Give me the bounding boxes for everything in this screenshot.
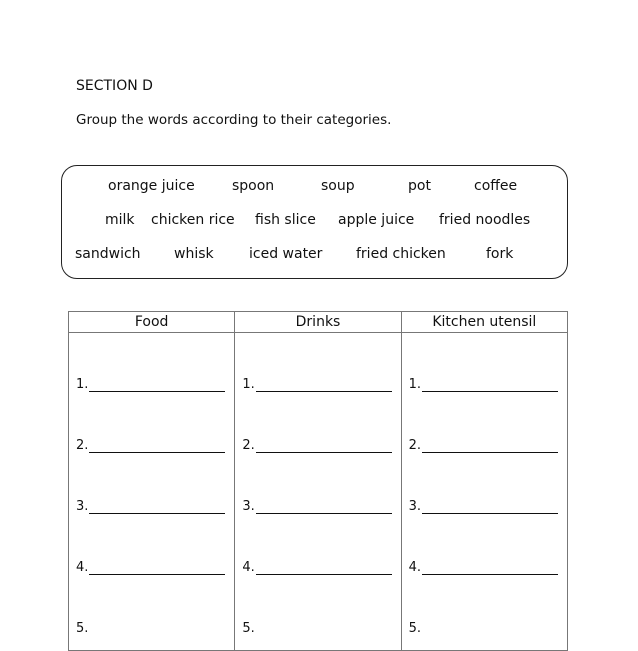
blank-line	[422, 442, 558, 453]
utensil-blank-1[interactable]	[409, 377, 558, 392]
food-blank-1[interactable]	[76, 377, 225, 392]
drinks-blank-2[interactable]	[242, 438, 391, 453]
blank-number: 4.	[408, 560, 422, 575]
utensil-blank-3[interactable]	[409, 499, 558, 514]
blank-line	[256, 564, 392, 575]
blank-number: 1.	[408, 377, 422, 392]
instruction-text: Group the words according to their categories.	[76, 112, 392, 128]
blank-line	[89, 442, 225, 453]
blank-number: 5.	[408, 621, 422, 636]
blank-line	[89, 381, 225, 392]
blank-number: 2.	[408, 438, 422, 453]
blank-line	[256, 442, 392, 453]
drinks-blank-3[interactable]	[242, 499, 391, 514]
food-blank-2[interactable]	[76, 438, 225, 453]
word-fish-slice: fish slice	[255, 212, 316, 228]
word-soup: soup	[321, 178, 355, 194]
drinks-blank-1[interactable]	[242, 377, 391, 392]
blank-number: 2.	[242, 438, 255, 453]
word-fried-noodles: fried noodles	[439, 212, 531, 228]
header-drinks: Drinks	[235, 312, 401, 333]
word-orange-juice: orange juice	[108, 178, 195, 194]
blank-number: 1.	[76, 377, 89, 392]
word-milk: milk	[105, 212, 135, 228]
blank-line	[422, 503, 558, 514]
blank-line	[89, 564, 225, 575]
blank-number: 3.	[242, 499, 255, 514]
header-food: Food	[69, 312, 235, 333]
category-table	[68, 311, 568, 651]
blank-number: 2.	[76, 438, 89, 453]
word-coffee: coffee	[474, 178, 518, 194]
blank-line	[89, 503, 225, 514]
blank-number: 4.	[76, 560, 89, 575]
word-fork: fork	[486, 246, 514, 262]
blank-number: 3.	[76, 499, 89, 514]
food-blank-4[interactable]	[76, 560, 225, 575]
utensil-blank-4[interactable]	[409, 560, 558, 575]
blank-number: 3.	[408, 499, 422, 514]
word-apple-juice: apple juice	[338, 212, 415, 228]
blank-number: 4.	[242, 560, 255, 575]
blank-number: 5.	[242, 621, 255, 636]
header-kitchen-utensil: Kitchen utensil	[401, 312, 567, 333]
blank-line	[422, 564, 558, 575]
blank-line	[256, 381, 392, 392]
blank-number: 1.	[242, 377, 255, 392]
word-sandwich: sandwich	[75, 246, 141, 262]
word-bank	[61, 165, 568, 279]
blank-line	[256, 503, 392, 514]
drinks-column	[235, 333, 401, 651]
blank-line	[422, 381, 558, 392]
word-chicken-rice: chicken rice	[151, 212, 235, 228]
blank-number: 5.	[76, 621, 89, 636]
word-iced-water: iced water	[249, 246, 323, 262]
drinks-blank-5[interactable]	[242, 621, 254, 636]
word-pot: pot	[408, 178, 431, 194]
section-title: SECTION D	[76, 78, 153, 94]
food-blank-3[interactable]	[76, 499, 225, 514]
utensil-column	[401, 333, 567, 651]
food-column	[69, 333, 235, 651]
utensil-blank-5[interactable]	[409, 621, 421, 636]
utensil-blank-2[interactable]	[409, 438, 558, 453]
drinks-blank-4[interactable]	[242, 560, 391, 575]
word-spoon: spoon	[232, 178, 275, 194]
word-whisk: whisk	[174, 246, 214, 262]
food-blank-5[interactable]	[76, 621, 88, 636]
word-fried-chicken: fried chicken	[356, 246, 446, 262]
